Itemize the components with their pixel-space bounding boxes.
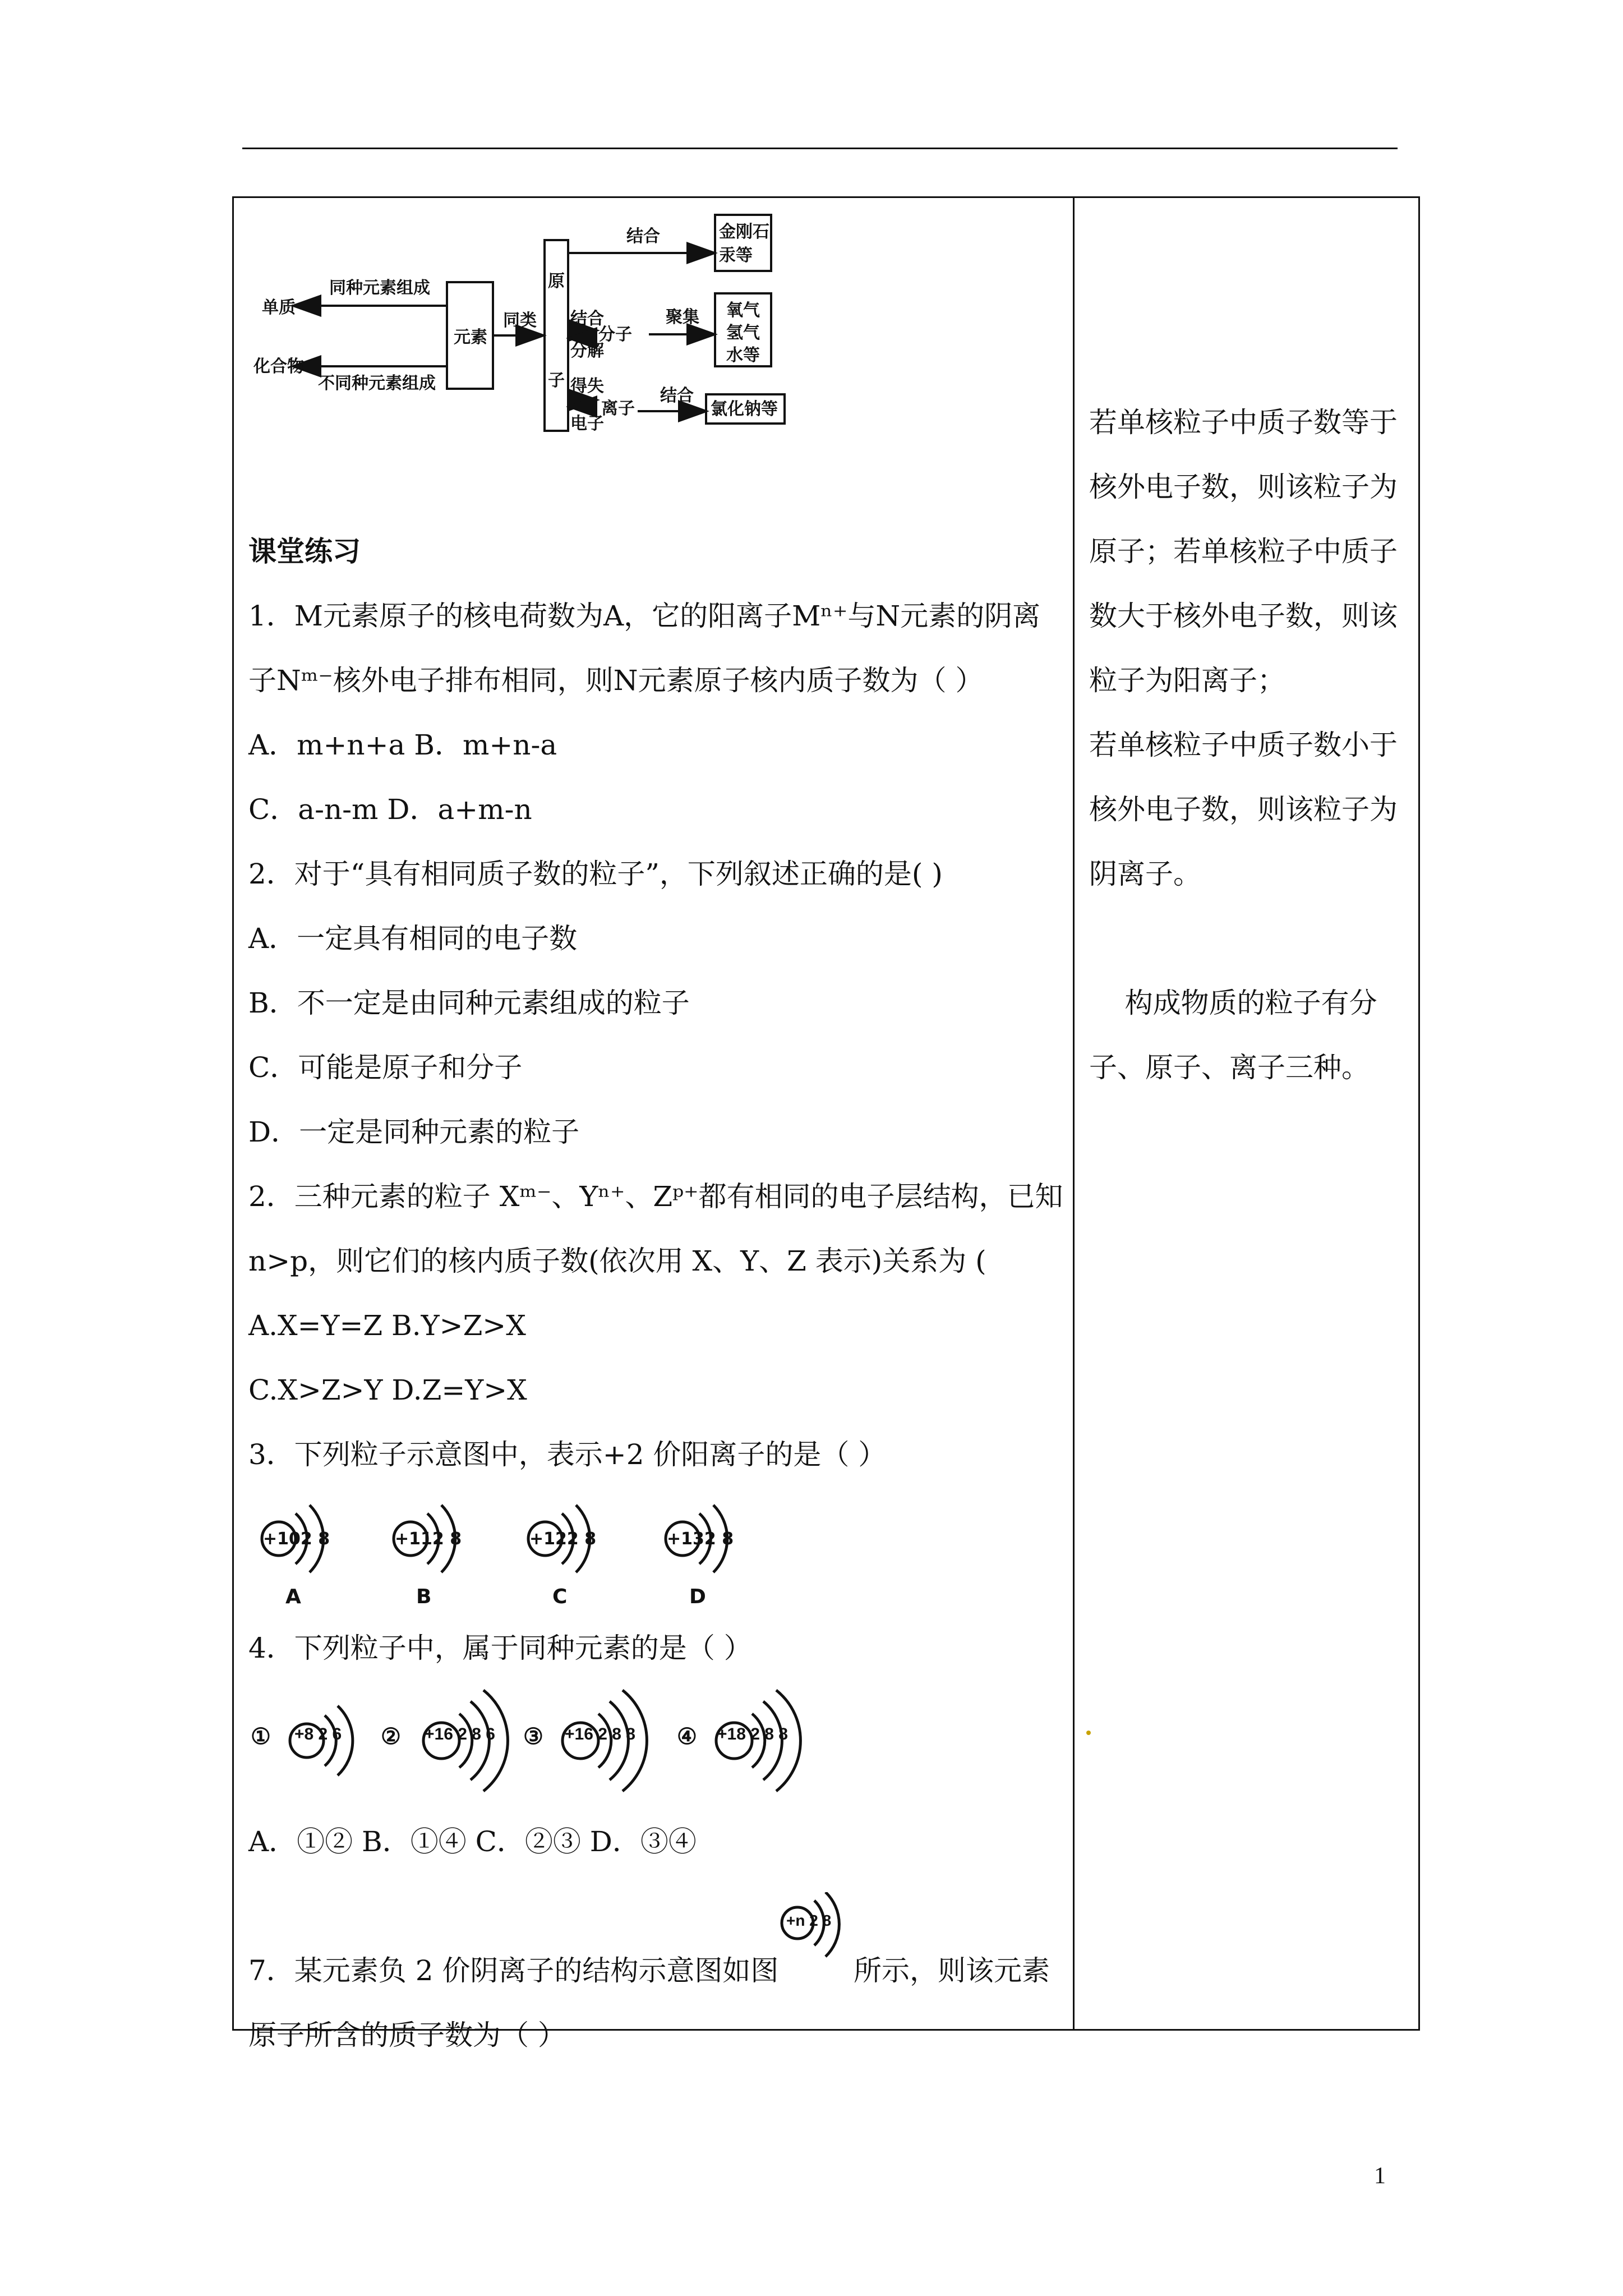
atom-c-letter: C bbox=[552, 1585, 568, 1608]
diagram-o2: 氧气 bbox=[726, 301, 760, 320]
diagram-same-class: 同类 bbox=[503, 311, 537, 330]
concept-diagram bbox=[234, 198, 1073, 467]
side-note-10: 子、原子、离子三种。 bbox=[1089, 1051, 1370, 1084]
diagram-molecule: 分子 bbox=[598, 325, 632, 344]
diagram-combine2: 结合 bbox=[570, 309, 604, 329]
section-heading: 课堂练习 bbox=[248, 535, 361, 568]
q4-stem: 3．下列粒子示意图中，表示+2 价阳离子的是（ ） bbox=[248, 1438, 887, 1471]
atom-2-label: +16 2 8 6 bbox=[425, 1725, 495, 1743]
atom-b-letter: B bbox=[416, 1585, 432, 1608]
atom-1-number: ① bbox=[251, 1724, 271, 1749]
side-note-4: 数大于核外电子数，则该 bbox=[1089, 600, 1398, 632]
column-divider bbox=[1073, 198, 1075, 2029]
atom-1-label: +8 2 6 bbox=[294, 1725, 342, 1743]
q1-options-ab: A．m+n+a B．m+n-a bbox=[248, 729, 557, 761]
page-number: 1 bbox=[1374, 2163, 1386, 2189]
q1-options-cd: C．a-n-m D．a+m-n bbox=[248, 793, 532, 826]
atom-b-label: +112 8 bbox=[395, 1529, 462, 1549]
side-note-1: 若单核粒子中质子数等于 bbox=[1089, 406, 1398, 439]
diagram-atom2: 子 bbox=[548, 371, 565, 390]
diagram-ion: 离子 bbox=[601, 399, 635, 418]
atom-a-label: +102 8 bbox=[263, 1529, 330, 1549]
atom-a-letter: A bbox=[285, 1585, 301, 1608]
side-note-9: 构成物质的粒子有分 bbox=[1089, 987, 1377, 1019]
q5-stem: 4．下列粒子中，属于同种元素的是（ ） bbox=[248, 1632, 752, 1664]
q4-atom-diagrams bbox=[234, 1488, 1073, 1612]
diagram-diamond1: 金刚石 bbox=[719, 222, 769, 242]
q3-options-cd: C.X>Z>Y D.Z=Y>X bbox=[248, 1374, 527, 1406]
side-note-6: 若单核粒子中质子数小于 bbox=[1089, 729, 1398, 761]
side-note-8: 阴离子。 bbox=[1089, 858, 1201, 890]
atom-d-label: +132 8 bbox=[667, 1529, 734, 1549]
q2-option-b: B．不一定是由同种元素组成的粒子 bbox=[248, 987, 690, 1019]
atom-2-number: ② bbox=[381, 1724, 401, 1749]
diagram-water: 水等 bbox=[726, 346, 760, 365]
header-rule bbox=[242, 148, 1398, 149]
diagram-diff-element: 不同种元素组成 bbox=[318, 374, 436, 393]
side-note-3: 原子；若单核粒子中质子 bbox=[1089, 535, 1398, 568]
q7-line1-start: 7．某元素负 2 价阴离子的结构示意图如图 bbox=[248, 1954, 779, 1987]
q5-options: A．①② B．①④ C．②③ D．③④ bbox=[248, 1825, 697, 1858]
q2-option-d: D．一定是同种元素的粒子 bbox=[248, 1116, 580, 1148]
side-note-7: 核外电子数，则该粒子为 bbox=[1089, 793, 1398, 826]
atom-3-number: ③ bbox=[523, 1724, 543, 1749]
q3-line1: 2．三种元素的粒子 Xᵐ⁻、Yⁿ⁺、Zᵖ⁺都有相同的电子层结构，已知 bbox=[248, 1180, 1063, 1213]
atom-3-label: +16 2 8 8 bbox=[565, 1725, 635, 1743]
diagram-element: 元素 bbox=[454, 328, 487, 347]
diagram-gain-lose1: 得失 bbox=[570, 376, 604, 396]
atom-c-label: +122 8 bbox=[529, 1529, 597, 1549]
q2-stem: 2．对于“具有相同质子数的粒子”，下列叙述正确的是( ) bbox=[248, 858, 943, 890]
side-note-5: 粒子为阳离子； bbox=[1089, 664, 1285, 697]
diagram-combine1: 结合 bbox=[626, 227, 660, 246]
atom-4-label: +18 2 8 8 bbox=[717, 1725, 788, 1743]
atom-4-number: ④ bbox=[677, 1724, 697, 1749]
diagram-combine3: 结合 bbox=[660, 386, 694, 406]
q7-atom-label: +n 2 8 bbox=[786, 1912, 832, 1929]
q5-atom-diagrams bbox=[234, 1679, 1073, 1808]
diagram-nacl: 氯化钠等 bbox=[711, 399, 778, 419]
atom-d-letter: D bbox=[689, 1585, 706, 1608]
q1-line2: 子Nᵐ⁻核外电子排布相同，则N元素原子核内质子数为（ ） bbox=[248, 664, 984, 697]
q2-option-c: C．可能是原子和分子 bbox=[248, 1051, 523, 1084]
q3-options-ab: A.X=Y=Z B.Y>Z>X bbox=[248, 1309, 526, 1342]
q3-line2: n>p，则它们的核内质子数(依次用 X、Y、Z 表示)关系为 ( bbox=[248, 1245, 986, 1277]
q7-line2: 原子所含的质子数为（ ） bbox=[248, 2019, 566, 2051]
q2-option-a: A．一定具有相同的电子数 bbox=[248, 922, 578, 955]
stray-dot bbox=[1086, 1731, 1091, 1735]
diagram-atom1: 原 bbox=[548, 272, 565, 291]
content-table bbox=[232, 196, 1420, 2051]
atom-box bbox=[545, 240, 568, 431]
side-note-2: 核外电子数，则该粒子为 bbox=[1089, 471, 1398, 503]
diagram-aggregate: 聚集 bbox=[666, 307, 699, 327]
q7-line1-end: 所示，则该元素 bbox=[854, 1954, 1050, 1987]
diagram-gain-lose2: 电子 bbox=[570, 414, 604, 434]
diagram-decompose: 分解 bbox=[570, 341, 604, 361]
q1-line1: 1．M元素原子的核电荷数为A，它的阳离子Mⁿ⁺与N元素的阴离 bbox=[248, 600, 1041, 632]
diagram-diamond2: 汞等 bbox=[719, 246, 753, 265]
diagram-compound: 化合物 bbox=[253, 357, 304, 376]
diagram-h2: 氢气 bbox=[726, 323, 760, 343]
diagram-same-element: 同种元素组成 bbox=[329, 278, 430, 298]
diagram-elemental: 单质 bbox=[262, 298, 296, 318]
